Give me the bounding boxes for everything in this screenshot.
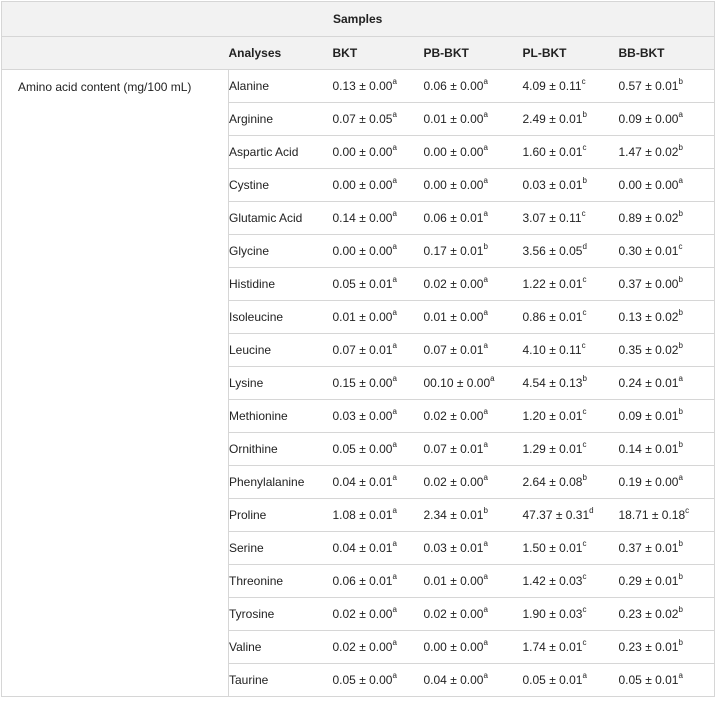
analysis-name: Aspartic Acid [229,145,299,159]
mean-sd-value: 0.00 ± 0.00 [423,178,484,192]
significance-letter: a [490,374,495,383]
value-cell [523,631,619,664]
mean-sd-value: 0.37 ± 0.01 [618,541,679,555]
mean-sd-value: 0.04 ± 0.01 [332,475,393,489]
value-cell [424,202,523,235]
significance-letter: b [678,572,683,581]
significance-letter: a [483,440,488,449]
mean-sd-value: 0.07 ± 0.01 [423,442,484,456]
mean-sd-value: 0.19 ± 0.00 [618,475,679,489]
mean-sd-value: 3.56 ± 0.05 [522,244,583,258]
value-cell [619,136,715,169]
analysis-name-cell [229,268,333,301]
significance-letter: a [483,473,488,482]
value-cell [333,565,424,598]
significance-letter: a [483,110,488,119]
value-cell [619,433,715,466]
mean-sd-value: 1.08 ± 0.01 [332,508,393,522]
significance-letter: a [392,110,397,119]
significance-letter: a [678,671,683,680]
significance-letter: a [483,143,488,152]
mean-sd-value: 0.23 ± 0.02 [618,607,679,621]
value-cell [523,664,619,697]
amino-acid-table [1,1,715,697]
analysis-name-cell [229,664,333,697]
significance-letter: a [392,638,397,647]
significance-letter: c [582,275,587,284]
significance-letter: a [582,671,587,680]
value-cell [424,631,523,664]
significance-letter: a [483,407,488,416]
table-row [2,70,715,103]
value-cell [333,301,424,334]
analysis-name-cell [229,136,333,169]
significance-letter: b [678,638,683,647]
column-header-analyses: Analyses [229,37,333,70]
mean-sd-value: 0.02 ± 0.00 [423,409,484,423]
significance-letter: c [582,572,587,581]
analysis-name-cell [229,466,333,499]
significance-letter: d [582,242,587,251]
mean-sd-value: 0.02 ± 0.00 [423,607,484,621]
significance-letter: b [483,506,488,515]
mean-sd-value: 47.37 ± 0.31 [522,508,590,522]
value-cell [619,268,715,301]
value-cell [424,565,523,598]
group-label: Amino acid content (mg/100 mL) [18,80,192,94]
analysis-name: Histidine [229,277,276,291]
analysis-name: Proline [229,508,267,522]
mean-sd-value: 0.23 ± 0.01 [618,640,679,654]
mean-sd-value: 0.05 ± 0.01 [618,673,679,687]
value-cell [619,367,715,400]
significance-letter: b [678,275,683,284]
value-cell [619,631,715,664]
analysis-name-cell [229,433,333,466]
value-cell [333,268,424,301]
significance-letter: a [483,275,488,284]
analysis-name-cell [229,631,333,664]
value-cell [619,598,715,631]
mean-sd-value: 1.74 ± 0.01 [522,640,583,654]
mean-sd-value: 4.10 ± 0.11 [522,343,582,357]
significance-letter: b [678,143,683,152]
value-cell [333,466,424,499]
mean-sd-value: 0.02 ± 0.00 [332,640,393,654]
significance-letter: b [678,605,683,614]
analysis-name: Glutamic Acid [229,211,303,225]
significance-letter: a [392,671,397,680]
significance-letter: a [483,209,488,218]
mean-sd-value: 3.07 ± 0.11 [522,211,582,225]
significance-letter: a [392,539,397,548]
analysis-name-cell [229,367,333,400]
value-cell [333,664,424,697]
mean-sd-value: 0.02 ± 0.00 [332,607,393,621]
analysis-name-cell [229,70,333,103]
significance-letter: a [483,176,488,185]
mean-sd-value: 00.10 ± 0.00 [423,376,491,390]
significance-letter: b [678,209,683,218]
significance-letter: b [582,473,587,482]
significance-letter: a [392,572,397,581]
significance-letter: b [678,539,683,548]
significance-letter: c [582,605,587,614]
value-cell [333,433,424,466]
significance-letter: a [678,374,683,383]
significance-letter: c [582,638,587,647]
mean-sd-value: 0.57 ± 0.01 [618,79,679,93]
significance-letter: a [392,242,397,251]
mean-sd-value: 0.01 ± 0.00 [423,310,484,324]
analysis-name-cell [229,202,333,235]
value-cell [523,367,619,400]
mean-sd-value: 0.00 ± 0.00 [618,178,679,192]
significance-letter: a [483,77,488,86]
value-cell [619,334,715,367]
significance-letter: a [392,143,397,152]
significance-letter: b [678,308,683,317]
mean-sd-value: 0.06 ± 0.01 [332,574,393,588]
significance-letter: a [483,341,488,350]
value-cell [333,499,424,532]
table-body [2,70,715,697]
analysis-name: Serine [229,541,264,555]
analysis-name-cell [229,169,333,202]
column-header-bkt: BKT [333,37,424,70]
value-cell [424,532,523,565]
significance-letter: a [678,473,683,482]
analysis-name-cell [229,598,333,631]
column-header-pb-bkt: PB-BKT [424,37,523,70]
significance-letter: a [392,176,397,185]
significance-letter: c [582,539,587,548]
value-cell [424,169,523,202]
analysis-name-cell [229,103,333,136]
mean-sd-value: 0.05 ± 0.01 [332,277,393,291]
mean-sd-value: 0.01 ± 0.00 [332,310,393,324]
value-cell [333,532,424,565]
mean-sd-value: 1.42 ± 0.03 [522,574,583,588]
value-cell [333,631,424,664]
mean-sd-value: 0.06 ± 0.00 [423,79,484,93]
mean-sd-value: 0.00 ± 0.00 [332,178,393,192]
mean-sd-value: 0.00 ± 0.00 [423,145,484,159]
group-label-cell [2,70,229,697]
mean-sd-value: 0.07 ± 0.05 [332,112,393,126]
mean-sd-value: 0.02 ± 0.00 [423,277,484,291]
significance-letter: c [678,242,683,251]
significance-letter: c [582,407,587,416]
significance-letter: a [483,605,488,614]
value-cell [523,301,619,334]
value-cell [619,499,715,532]
mean-sd-value: 0.03 ± 0.01 [423,541,484,555]
value-cell [619,202,715,235]
significance-letter: b [678,341,683,350]
mean-sd-value: 2.34 ± 0.01 [423,508,484,522]
mean-sd-value: 0.05 ± 0.00 [332,673,393,687]
significance-letter: b [678,407,683,416]
mean-sd-value: 0.04 ± 0.01 [332,541,393,555]
mean-sd-value: 0.35 ± 0.02 [618,343,679,357]
mean-sd-value: 0.09 ± 0.01 [618,409,679,423]
mean-sd-value: 0.05 ± 0.01 [522,673,583,687]
analysis-name-cell [229,499,333,532]
value-cell [424,598,523,631]
significance-letter: b [678,77,683,86]
mean-sd-value: 0.00 ± 0.00 [423,640,484,654]
value-cell [333,136,424,169]
significance-letter: b [582,374,587,383]
significance-letter: a [392,308,397,317]
mean-sd-value: 1.60 ± 0.01 [522,145,583,159]
analysis-name-cell [229,301,333,334]
analysis-name: Alanine [229,79,270,93]
analysis-name: Valine [229,640,262,654]
significance-letter: c [581,209,586,218]
mean-sd-value: 1.22 ± 0.01 [522,277,583,291]
analysis-name: Cystine [229,178,270,192]
value-cell [619,664,715,697]
mean-sd-value: 1.90 ± 0.03 [522,607,583,621]
significance-letter: a [483,539,488,548]
mean-sd-value: 1.20 ± 0.01 [522,409,583,423]
mean-sd-value: 0.06 ± 0.01 [423,211,484,225]
value-cell [424,268,523,301]
analysis-name-cell [229,400,333,433]
significance-letter: c [581,77,586,86]
mean-sd-value: 0.15 ± 0.00 [332,376,393,390]
mean-sd-value: 0.05 ± 0.00 [332,442,393,456]
significance-letter: c [581,341,586,350]
mean-sd-value: 1.29 ± 0.01 [522,442,583,456]
mean-sd-value: 0.01 ± 0.00 [423,574,484,588]
value-cell [424,235,523,268]
significance-letter: a [483,638,488,647]
value-cell [523,70,619,103]
value-cell [424,499,523,532]
analysis-name: Glycine [229,244,270,258]
value-cell [523,532,619,565]
analysis-name-cell [229,334,333,367]
mean-sd-value: 0.00 ± 0.00 [332,145,393,159]
value-cell [619,235,715,268]
significance-letter: a [392,407,397,416]
mean-sd-value: 0.30 ± 0.01 [618,244,679,258]
value-cell [424,664,523,697]
mean-sd-value: 18.71 ± 0.18 [618,508,686,522]
mean-sd-value: 0.02 ± 0.00 [423,475,484,489]
value-cell [619,103,715,136]
value-cell [333,598,424,631]
analysis-name: Methionine [229,409,288,423]
mean-sd-value: 1.50 ± 0.01 [522,541,583,555]
significance-letter: d [589,506,594,515]
analysis-name: Tyrosine [229,607,275,621]
significance-letter: a [392,473,397,482]
value-cell [523,103,619,136]
value-cell [333,70,424,103]
value-cell [523,499,619,532]
value-cell [333,103,424,136]
value-cell [523,334,619,367]
value-cell [523,433,619,466]
significance-letter: a [392,77,397,86]
value-cell [619,565,715,598]
significance-letter: a [483,572,488,581]
mean-sd-value: 0.89 ± 0.02 [618,211,679,225]
value-cell [333,202,424,235]
value-cell [619,466,715,499]
value-cell [333,169,424,202]
mean-sd-value: 0.07 ± 0.01 [332,343,393,357]
analysis-name: Lysine [229,376,264,390]
value-cell [424,400,523,433]
significance-letter: a [678,110,683,119]
analysis-name: Threonine [229,574,284,588]
value-cell [424,367,523,400]
analysis-name: Phenylalanine [229,475,305,489]
mean-sd-value: 2.49 ± 0.01 [522,112,583,126]
value-cell [333,367,424,400]
value-cell [523,598,619,631]
significance-letter: b [483,242,488,251]
significance-letter: a [392,440,397,449]
value-cell [424,433,523,466]
value-cell [333,235,424,268]
value-cell [523,202,619,235]
significance-letter: b [582,110,587,119]
mean-sd-value: 0.86 ± 0.01 [522,310,583,324]
value-cell [424,301,523,334]
mean-sd-value: 0.14 ± 0.00 [332,211,393,225]
significance-letter: a [392,506,397,515]
significance-letter: c [582,308,587,317]
significance-letter: c [582,143,587,152]
mean-sd-value: 0.37 ± 0.00 [618,277,679,291]
column-header-pl-bkt: PL-BKT [523,37,619,70]
mean-sd-value: 0.04 ± 0.00 [423,673,484,687]
mean-sd-value: 0.29 ± 0.01 [618,574,679,588]
significance-letter: c [685,506,690,515]
analysis-name-cell [229,235,333,268]
value-cell [523,565,619,598]
value-cell [424,103,523,136]
value-cell [619,532,715,565]
mean-sd-value: 1.47 ± 0.02 [618,145,679,159]
significance-letter: b [582,176,587,185]
value-cell [523,268,619,301]
value-cell [619,70,715,103]
significance-letter: a [483,671,488,680]
analysis-name: Taurine [229,673,269,687]
value-cell [424,70,523,103]
mean-sd-value: 2.64 ± 0.08 [522,475,583,489]
value-cell [523,235,619,268]
value-cell [523,169,619,202]
mean-sd-value: 4.09 ± 0.11 [522,79,582,93]
value-cell [424,466,523,499]
column-header-row [2,37,715,70]
mean-sd-value: 0.13 ± 0.00 [332,79,393,93]
value-cell [424,136,523,169]
significance-letter: a [392,275,397,284]
significance-letter: a [392,209,397,218]
mean-sd-value: 0.00 ± 0.00 [332,244,393,258]
mean-sd-value: 0.13 ± 0.02 [618,310,679,324]
value-cell [523,466,619,499]
significance-letter: a [392,374,397,383]
analysis-name-cell [229,565,333,598]
value-cell [424,334,523,367]
mean-sd-value: 0.03 ± 0.01 [522,178,583,192]
value-cell [333,334,424,367]
significance-letter: a [678,176,683,185]
mean-sd-value: 0.24 ± 0.01 [618,376,679,390]
significance-letter: a [392,341,397,350]
column-header-bb-bkt: BB-BKT [619,37,715,70]
value-cell [333,400,424,433]
significance-letter: c [582,440,587,449]
analysis-name: Arginine [229,112,274,126]
significance-letter: a [392,605,397,614]
mean-sd-value: 4.54 ± 0.13 [522,376,583,390]
significance-letter: b [678,440,683,449]
value-cell [523,400,619,433]
value-cell [523,136,619,169]
significance-letter: a [483,308,488,317]
analysis-name: Leucine [229,343,272,357]
mean-sd-value: 0.01 ± 0.00 [423,112,484,126]
mean-sd-value: 0.14 ± 0.01 [618,442,679,456]
samples-header [2,2,715,37]
analysis-name: Isoleucine [229,310,284,324]
mean-sd-value: 0.07 ± 0.01 [423,343,484,357]
analysis-name: Ornithine [229,442,278,456]
value-cell [619,301,715,334]
samples-header-label: Samples [333,12,383,26]
mean-sd-value: 0.03 ± 0.00 [332,409,393,423]
samples-header-row [2,2,715,37]
mean-sd-value: 0.17 ± 0.01 [423,244,484,258]
analysis-name-cell [229,532,333,565]
empty-header-cell [2,37,229,70]
value-cell [619,400,715,433]
value-cell [619,169,715,202]
mean-sd-value: 0.09 ± 0.00 [618,112,679,126]
